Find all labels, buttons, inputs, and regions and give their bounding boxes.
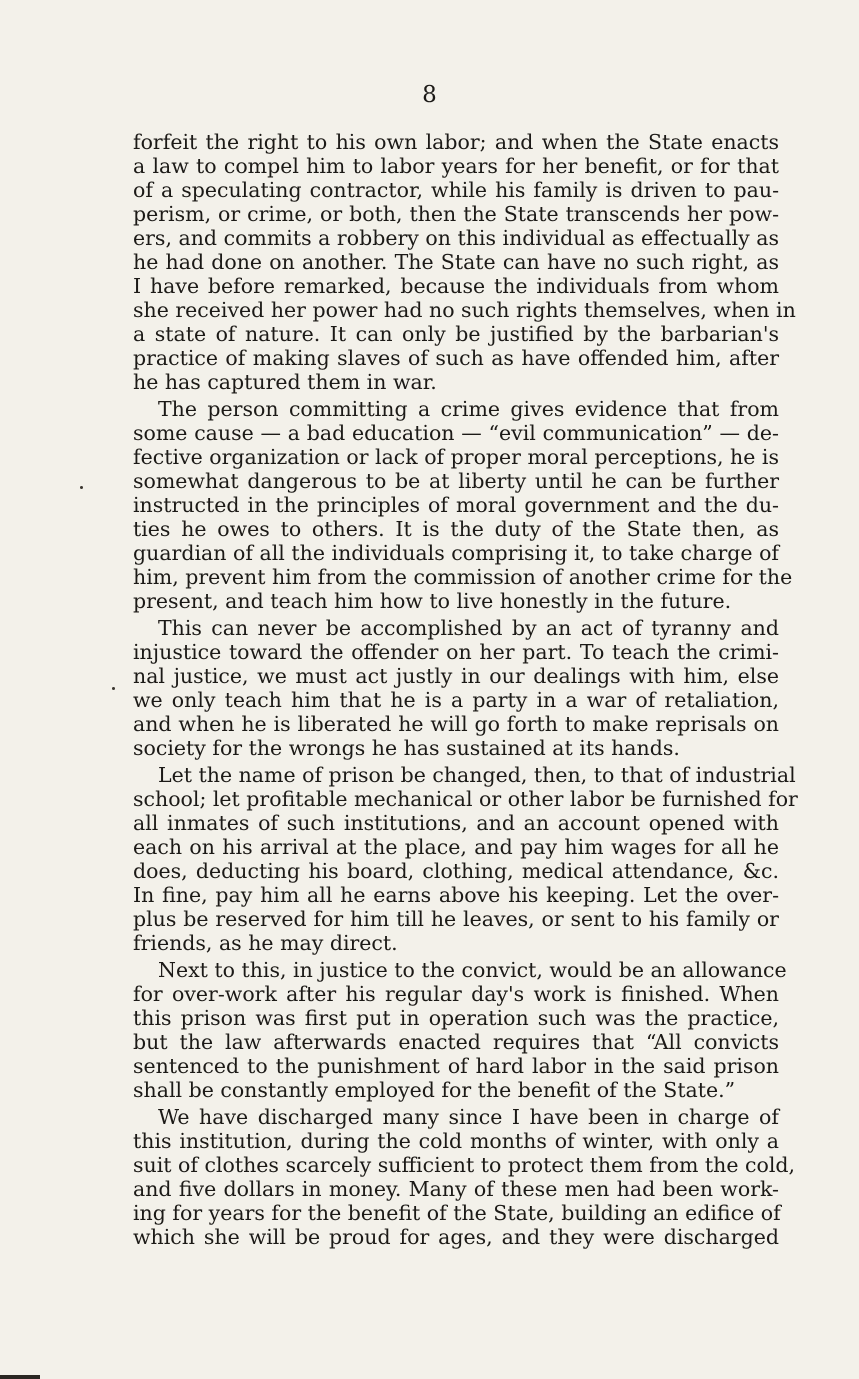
text-line: all inmates of such institutions, and an account opened with: [133, 811, 779, 835]
text-line: In fine, pay him all he earns above his keeping. Let the over-: [133, 883, 779, 907]
text-line: school; let profitable mechanical or other labor be furnished for: [133, 787, 798, 811]
text-line: he had done on another. The State can have no such right, as: [133, 250, 779, 274]
text-line: this prison was first put in operation such was the practice,: [133, 1006, 779, 1030]
text-line: Next to this, in justice to the convict, would be an allowance: [158, 958, 787, 982]
text-line: instructed in the principles of moral government and the du-: [133, 493, 779, 517]
text-line: and when he is liberated he will go forth to make reprisals on: [133, 712, 779, 736]
text-line: him, prevent him from the commission of another crime for the: [133, 565, 793, 589]
text-line: sentenced to the punishment of hard labor in the said prison: [133, 1054, 779, 1078]
text-line: of a speculating contractor, while his family is driven to pau-: [133, 178, 779, 202]
text-line: ties he owes to others. It is the duty of the State then, as: [133, 517, 779, 541]
text-line: this institution, during the cold months of winter, with only a: [133, 1129, 779, 1153]
text-line: and five dollars in money. Many of these men had been work-: [133, 1177, 779, 1201]
margin-speck: [80, 486, 83, 489]
text-line: This can never be accomplished by an act of tyranny and: [158, 616, 779, 640]
text-line: present, and teach him how to live honestly in the future.: [133, 589, 732, 613]
text-line: The person committing a crime gives evidence that from: [158, 397, 779, 421]
text-line: plus be reserved for him till he leaves, or sent to his family or: [133, 907, 779, 931]
text-line: a law to compel him to labor years for her benefit, or for that: [133, 154, 779, 178]
text-line: but the law afterwards enacted requires that “All convicts: [133, 1030, 779, 1054]
text-line: friends, as he may direct.: [133, 931, 398, 955]
text-line: practice of making slaves of such as have offended him, after: [133, 346, 779, 370]
text-line: ing for years for the benefit of the State, building an edifice of: [133, 1201, 781, 1225]
text-line: a state of nature. It can only be justified by the barbarian's: [133, 322, 779, 346]
text-line: each on his arrival at the place, and pay him wages for all he: [133, 835, 779, 859]
text-line: fective organization or lack of proper moral perceptions, he is: [133, 445, 779, 469]
text-line: does, deducting his board, clothing, medical attendance, &c.: [133, 859, 779, 883]
page-edge-shadow: [0, 1375, 40, 1379]
text-line: for over-work after his regular day's work is finished. When: [133, 982, 779, 1006]
text-line: he has captured them in war.: [133, 370, 437, 394]
text-line: ers, and commits a robbery on this individual as effectually as: [133, 226, 779, 250]
text-line: she received her power had no such rights themselves, when in: [133, 298, 796, 322]
text-line: nal justice, we must act justly in our dealings with him, else: [133, 664, 779, 688]
text-line: guardian of all the individuals comprising it, to take charge of: [133, 541, 779, 565]
text-line: we only teach him that he is a party in a war of retaliation,: [133, 688, 779, 712]
text-line: suit of clothes scarcely sufficient to protect them from the cold,: [133, 1153, 796, 1177]
margin-speck: [112, 687, 115, 690]
text-line: perism, or crime, or both, then the State transcends her pow-: [133, 202, 779, 226]
text-line: I have before remarked, because the individuals from whom: [133, 274, 779, 298]
text-line: injustice toward the offender on her part. To teach the crimi-: [133, 640, 779, 664]
text-line: some cause — a bad education — “evil communication” — de-: [133, 421, 779, 445]
text-line: We have discharged many since I have been in charge of: [158, 1105, 779, 1129]
text-line: shall be constantly employed for the benefit of the State.”: [133, 1078, 736, 1102]
text-line: forfeit the right to his own labor; and when the State enacts: [133, 130, 779, 154]
text-line: society for the wrongs he has sustained at its hands.: [133, 736, 680, 760]
text-line: Let the name of prison be changed, then, to that of industrial: [158, 763, 796, 787]
text-line: somewhat dangerous to be at liberty until he can be further: [133, 469, 779, 493]
page-number: 8: [422, 82, 437, 108]
text-line: which she will be proud for ages, and they were discharged: [133, 1225, 779, 1249]
